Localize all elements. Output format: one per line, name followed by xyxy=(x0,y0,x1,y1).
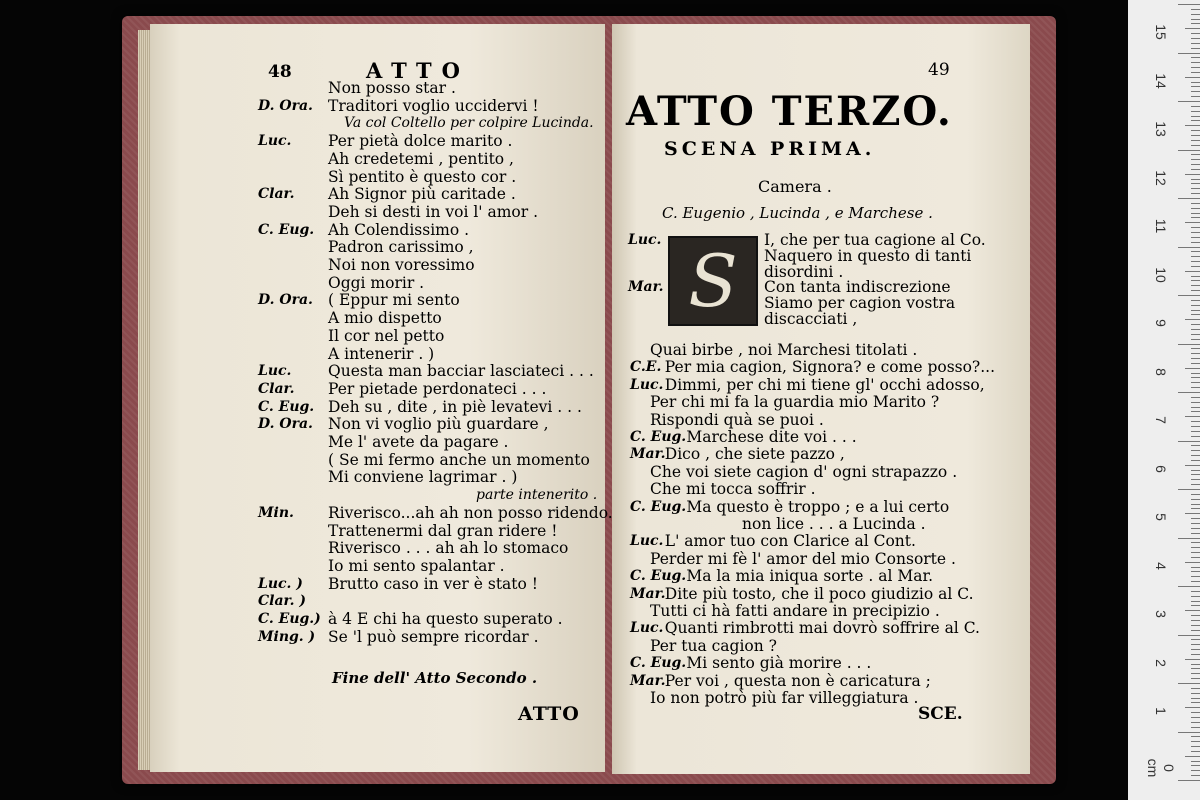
ruler-tick xyxy=(1178,247,1200,248)
verse-line: Per pietà dolce marito . xyxy=(328,132,513,151)
ruler-tick xyxy=(1191,528,1200,529)
ruler-tick xyxy=(1191,499,1200,500)
ruler-tick xyxy=(1191,154,1200,155)
verse-line: Per voi , questa non è caricatura ; xyxy=(664,671,931,690)
ruler-tick xyxy=(1191,542,1200,543)
ruler-tick xyxy=(1191,649,1200,650)
verse-line: Siamo per cagion vostra xyxy=(764,294,956,313)
speaker-label: Mar. xyxy=(628,279,664,296)
ruler-tick xyxy=(1191,377,1200,378)
verse-line: Brutto caso in ver è stato ! xyxy=(328,574,539,593)
verse-line: L' amor tuo con Clarice al Cont. xyxy=(664,532,916,551)
scene-title: SCENA PRIMA. xyxy=(664,138,876,160)
ruler-tick xyxy=(1191,470,1200,471)
ruler-tick xyxy=(1191,82,1200,83)
ruler-tick xyxy=(1178,635,1200,636)
verse-line: Il cor nel petto xyxy=(328,326,445,345)
verse-line: Quanti rimbrotti mai dovrò soffrire al C. xyxy=(664,619,980,638)
ruler-tick xyxy=(1191,741,1200,742)
ruler-tick xyxy=(1191,280,1200,281)
stage-direction: parte intenerito . xyxy=(476,487,598,504)
verse-line: Non vi voglio più guardare , xyxy=(328,415,549,434)
ruler-tick xyxy=(1191,111,1200,112)
ruler-number: 6 xyxy=(1153,464,1169,473)
ruler-tick xyxy=(1191,62,1200,63)
speaker-label: D. Ora. xyxy=(258,416,313,433)
speaker-label: C. Eug. xyxy=(258,398,315,415)
ruler-tick xyxy=(1191,169,1200,170)
verse-line: Tutti ci hà fatti andare in precipizio . xyxy=(650,602,940,620)
speaker-label: D. Ora. xyxy=(258,97,313,114)
ruler-tick xyxy=(1191,508,1200,509)
verse-line: Ah Colendissimo . xyxy=(328,220,470,239)
verse-line: Con tanta indiscrezione xyxy=(764,278,951,297)
ruler-tick xyxy=(1191,581,1200,582)
speaker-label: C. Eug.) xyxy=(258,611,321,627)
ruler-tick xyxy=(1191,450,1200,451)
ruler-tick xyxy=(1191,765,1200,766)
ruler-tick xyxy=(1191,188,1200,189)
ruler-tick xyxy=(1191,203,1200,204)
ruler-tick xyxy=(1191,557,1200,558)
ruler-number: 3 xyxy=(1153,610,1169,618)
ruler-tick xyxy=(1191,329,1200,330)
ruler-tick xyxy=(1191,421,1200,422)
ruler-tick xyxy=(1191,751,1200,752)
initial-letter: S xyxy=(688,239,738,323)
ruler-tick xyxy=(1178,392,1200,393)
ruler-tick xyxy=(1191,9,1200,10)
ruler-tick xyxy=(1178,586,1200,587)
ruler-tick xyxy=(1191,436,1200,437)
verse-line: Io non potrò più far villeggiatura . xyxy=(650,689,919,707)
ruler-tick xyxy=(1178,441,1200,442)
ruler-tick xyxy=(1191,106,1200,107)
ruler-tick xyxy=(1191,698,1200,699)
ruler-tick xyxy=(1185,756,1200,757)
ruler-tick xyxy=(1191,242,1200,243)
ruler-tick xyxy=(1191,305,1200,306)
verse-line: Rispondi quà se puoi . xyxy=(650,410,824,429)
ruler-tick xyxy=(1178,732,1200,733)
verse-line: Mi sento già morire . . . xyxy=(686,654,872,673)
ruler-tick xyxy=(1191,494,1200,495)
ruler-tick xyxy=(1191,208,1200,209)
page-number-left: 48 xyxy=(268,62,292,82)
ruler-tick xyxy=(1191,57,1200,58)
speaker-label: Mar. xyxy=(630,446,666,463)
verse-line: Riverisco...ah ah non posso ridendo. xyxy=(328,503,613,522)
ruler-tick xyxy=(1191,72,1200,73)
ruler-tick xyxy=(1191,775,1200,776)
ruler-tick xyxy=(1191,358,1200,359)
verse-line: Che mi tocca soffrir . xyxy=(650,480,816,499)
ruler-tick xyxy=(1191,310,1200,311)
ruler-tick xyxy=(1191,363,1200,364)
ruler-tick xyxy=(1191,761,1200,762)
verse-line: Mi conviene lagrimar . ) xyxy=(328,468,518,487)
ruler-tick xyxy=(1178,489,1200,490)
verse-line: Questa man bacciar lasciateci . . . xyxy=(328,362,594,381)
ruler-tick xyxy=(1191,673,1200,674)
ruler-tick xyxy=(1178,538,1200,539)
ruler-tick xyxy=(1178,344,1200,345)
speaker-label: Clar. xyxy=(258,186,295,203)
verse-line: disordini . xyxy=(764,262,844,281)
verse-line: A mio dispetto xyxy=(328,309,442,328)
ruler-tick xyxy=(1191,145,1200,146)
verse-line: Oggi morir . xyxy=(328,273,425,292)
ruler-tick xyxy=(1191,547,1200,548)
verse-line: Noi non voressimo xyxy=(328,256,475,274)
ruler-number: 10 xyxy=(1153,266,1169,283)
decorated-initial xyxy=(668,236,758,326)
ruler-tick xyxy=(1185,125,1200,126)
ruler-tick xyxy=(1191,67,1200,68)
ruler-tick xyxy=(1191,290,1200,291)
ruler-tick xyxy=(1191,120,1200,121)
verse-line: Padron carissimo , xyxy=(328,238,474,257)
ruler-tick xyxy=(1191,48,1200,49)
ruler-tick xyxy=(1185,416,1200,417)
verse-line: Dimmi, per chi mi tiene gl' occhi adosso, xyxy=(664,375,985,394)
verse-line: à 4 E chi ha questo superato . xyxy=(328,610,563,628)
verse-line: Per mia cagion, Signora? e come posso?... xyxy=(664,358,996,377)
ruler-tick xyxy=(1185,271,1200,272)
ruler-tick xyxy=(1185,513,1200,514)
ruler-tick xyxy=(1178,101,1200,102)
speaker-label: Luc. ) xyxy=(258,575,303,592)
ruler-tick xyxy=(1191,334,1200,335)
speaker-label: C. Eug. xyxy=(630,655,687,672)
scene-setting: Camera . xyxy=(758,177,832,196)
ruler-tick xyxy=(1191,445,1200,446)
ruler-tick xyxy=(1191,14,1200,15)
ruler-tick xyxy=(1191,373,1200,374)
ruler-tick xyxy=(1178,150,1200,151)
speaker-label: Luc. xyxy=(630,376,664,393)
ruler-tick xyxy=(1191,217,1200,218)
ruler-tick xyxy=(1185,28,1200,29)
ruler-number: 13 xyxy=(1153,121,1169,137)
ruler-tick xyxy=(1191,43,1200,44)
ruler-tick xyxy=(1191,576,1200,577)
catchword-right: SCE. xyxy=(918,704,963,724)
ruler-tick xyxy=(1191,601,1200,602)
ruler-tick xyxy=(1185,562,1200,563)
ruler-tick xyxy=(1191,193,1200,194)
stage-direction: Va col Coltello per colpire Lucinda. xyxy=(344,115,594,132)
ruler-tick xyxy=(1191,411,1200,412)
speaker-label: Clar. ) xyxy=(258,593,306,610)
ruler-tick xyxy=(1178,4,1200,5)
ruler-number: 7 xyxy=(1153,416,1169,424)
ruler-tick xyxy=(1178,780,1200,781)
ruler-tick xyxy=(1178,53,1200,54)
verse-line: Se 'l può sempre ricordar . xyxy=(328,627,539,646)
speaker-label: D. Ora. xyxy=(258,292,313,309)
speaker-label: Min. xyxy=(258,504,294,521)
speaker-label: Mar. xyxy=(630,672,666,689)
verse-line: I, che per tua cagione al Co. xyxy=(764,231,986,249)
verse-line: Per chi mi fa la guardia mio Marito ? xyxy=(650,393,940,412)
ruler-tick xyxy=(1185,77,1200,78)
ruler-tick xyxy=(1191,397,1200,398)
ruler-tick xyxy=(1191,746,1200,747)
ruler-tick xyxy=(1191,164,1200,165)
speaker-label: C. Eug. xyxy=(630,568,687,585)
ruler-tick xyxy=(1191,227,1200,228)
ruler-tick xyxy=(1191,261,1200,262)
ruler-tick xyxy=(1191,324,1200,325)
ruler-tick xyxy=(1191,387,1200,388)
ruler-tick xyxy=(1191,605,1200,606)
verse-line: Naquero in questo di tanti xyxy=(764,246,972,265)
speaker-label: Mar. xyxy=(630,585,666,602)
ruler-number: 2 xyxy=(1153,658,1169,667)
speaker-label: C.E. xyxy=(630,359,662,376)
ruler-tick xyxy=(1191,339,1200,340)
ruler-tick xyxy=(1191,533,1200,534)
page-number-right: 49 xyxy=(928,60,950,80)
ruler-tick xyxy=(1191,727,1200,728)
ruler-tick xyxy=(1191,116,1200,117)
ruler-tick xyxy=(1191,86,1200,87)
verse-line: Deh su , dite , in piè levatevi . . . xyxy=(328,397,582,416)
ruler-tick xyxy=(1191,484,1200,485)
ruler-tick xyxy=(1191,256,1200,257)
ruler-number: 0 cm xyxy=(1145,758,1177,777)
end-of-act-line: Fine dell' Atto Secondo . xyxy=(332,669,538,687)
ruler-tick xyxy=(1191,504,1200,505)
ruler-tick xyxy=(1191,620,1200,621)
verse-line: Riverisco . . . ah ah lo stomaco xyxy=(328,539,569,558)
speaker-label: C. Eug. xyxy=(258,221,315,238)
verse-line: Quai birbe , noi Marchesi titolati . xyxy=(650,341,918,359)
ruler-tick xyxy=(1191,407,1200,408)
ruler-number: 5 xyxy=(1153,513,1169,521)
verse-line: non lice . . . a Lucinda . xyxy=(742,515,926,533)
ruler-tick xyxy=(1191,135,1200,136)
ruler-tick xyxy=(1191,213,1200,214)
ruler-tick xyxy=(1191,251,1200,252)
ruler-tick xyxy=(1191,232,1200,233)
ruler-tick xyxy=(1191,300,1200,301)
ruler-tick xyxy=(1191,736,1200,737)
ruler-tick xyxy=(1191,285,1200,286)
verse-line: ( Eppur mi sento xyxy=(328,291,460,310)
ruler-tick xyxy=(1191,770,1200,771)
verse-line: Trattenermi dal gran ridere ! xyxy=(328,521,558,540)
ruler-tick xyxy=(1191,140,1200,141)
ruler-number: 4 xyxy=(1153,561,1169,570)
ruler-number: 1 xyxy=(1153,707,1169,715)
verse-line: Che voi siete cagion d' ogni strapazzo . xyxy=(650,462,958,481)
ruler-tick xyxy=(1191,353,1200,354)
ruler-number: 11 xyxy=(1153,218,1169,234)
ruler-tick xyxy=(1191,474,1200,475)
ruler-tick xyxy=(1178,683,1200,684)
ruler-tick xyxy=(1191,552,1200,553)
catchword-left: ATTO xyxy=(518,703,580,725)
ruler-tick xyxy=(1191,712,1200,713)
speaker-label: Luc. xyxy=(258,133,292,150)
measurement-ruler xyxy=(1128,0,1200,800)
ruler-tick xyxy=(1191,179,1200,180)
ruler-tick xyxy=(1185,174,1200,175)
ruler-tick xyxy=(1191,523,1200,524)
ruler-tick xyxy=(1185,610,1200,611)
verse-line: Ma la mia iniqua sorte . al Mar. xyxy=(686,567,934,586)
ruler-tick xyxy=(1178,198,1200,199)
ruler-number: 14 xyxy=(1153,72,1169,89)
ruler-tick xyxy=(1191,630,1200,631)
ruler-tick xyxy=(1191,615,1200,616)
verse-line: A intenerir . ) xyxy=(328,344,435,363)
ruler-tick xyxy=(1191,91,1200,92)
verse-line: Ah Signor più caritade . xyxy=(328,185,516,204)
speaker-label: Luc. xyxy=(628,232,662,248)
ruler-tick xyxy=(1185,368,1200,369)
ruler-tick xyxy=(1185,707,1200,708)
ruler-tick xyxy=(1191,664,1200,665)
ruler-tick xyxy=(1191,19,1200,20)
verse-line: Dite più tosto, che il poco giudizio al C. xyxy=(664,584,974,603)
ruler-number: 15 xyxy=(1153,24,1169,40)
running-head: ATTO xyxy=(366,58,470,83)
character-list: C. Eugenio , Lucinda , e Marchese . xyxy=(662,204,933,222)
speaker-label: Luc. xyxy=(258,363,292,380)
ruler-tick xyxy=(1191,591,1200,592)
verse-line: Sì pentito è questo cor . xyxy=(328,167,517,186)
ruler-tick xyxy=(1191,96,1200,97)
ruler-tick xyxy=(1185,659,1200,660)
verse-line: Traditori voglio uccidervi ! xyxy=(328,96,539,115)
ruler-number: 12 xyxy=(1153,169,1169,186)
ruler-tick xyxy=(1185,222,1200,223)
verse-line: Ma questo è troppo ; e a lui certo xyxy=(686,497,950,516)
ruler-tick xyxy=(1191,479,1200,480)
ruler-tick xyxy=(1191,717,1200,718)
ruler-number: 8 xyxy=(1153,367,1169,376)
ruler-tick xyxy=(1191,130,1200,131)
ruler-tick xyxy=(1191,382,1200,383)
ruler-tick xyxy=(1191,33,1200,34)
ruler-tick xyxy=(1191,625,1200,626)
ruler-tick xyxy=(1191,276,1200,277)
ruler-tick xyxy=(1191,567,1200,568)
ruler-tick xyxy=(1191,23,1200,24)
verse-line: ( Se mi fermo anche un momento xyxy=(328,450,590,469)
verse-line: Io mi sento spalantar . xyxy=(328,556,505,575)
speaker-label: Clar. xyxy=(258,380,295,397)
speaker-label: C. Eug. xyxy=(630,429,687,445)
ruler-tick xyxy=(1191,702,1200,703)
ruler-tick xyxy=(1191,314,1200,315)
ruler-tick xyxy=(1191,644,1200,645)
ruler-tick xyxy=(1191,688,1200,689)
verse-line: Deh si desti in voi l' amor . xyxy=(328,202,539,221)
ruler-tick xyxy=(1191,596,1200,597)
speaker-label: Luc. xyxy=(630,620,664,637)
ruler-tick xyxy=(1191,518,1200,519)
verse-line: discacciati , xyxy=(764,310,858,328)
ruler-tick xyxy=(1185,319,1200,320)
ruler-tick xyxy=(1191,722,1200,723)
ruler-number: 9 xyxy=(1153,319,1169,327)
ruler-tick xyxy=(1191,38,1200,39)
ruler-tick xyxy=(1191,571,1200,572)
verse-line: Per pietade perdonateci . . . xyxy=(328,379,547,398)
ruler-tick xyxy=(1191,460,1200,461)
ruler-tick xyxy=(1191,455,1200,456)
ruler-tick xyxy=(1191,159,1200,160)
speaker-label: Ming. ) xyxy=(258,628,316,645)
verse-line: Dico , che siete pazzo , xyxy=(664,445,845,464)
ruler-tick xyxy=(1191,693,1200,694)
ruler-tick xyxy=(1191,654,1200,655)
ruler-tick xyxy=(1191,426,1200,427)
verse-line: Marchese dite voi . . . xyxy=(686,428,857,446)
ruler-tick xyxy=(1191,678,1200,679)
ruler-tick xyxy=(1191,266,1200,267)
act-title: ATTO TERZO. xyxy=(626,88,953,135)
verse-line: Per tua cagion ? xyxy=(650,636,777,655)
verse-line: Ah credetemi , pentito , xyxy=(328,149,514,168)
verse-line: Perder mi fè l' amor del mio Consorte . xyxy=(650,549,956,568)
ruler-tick xyxy=(1191,639,1200,640)
ruler-tick xyxy=(1191,668,1200,669)
ruler-tick xyxy=(1191,431,1200,432)
verse-line: Non posso star . xyxy=(328,79,456,97)
ruler-tick xyxy=(1191,348,1200,349)
ruler-tick xyxy=(1178,295,1200,296)
speaker-label: Luc. xyxy=(630,533,664,550)
ruler-tick xyxy=(1191,183,1200,184)
ruler-tick xyxy=(1191,402,1200,403)
verse-line: Me l' avete da pagare . xyxy=(328,433,509,451)
ruler-tick xyxy=(1185,465,1200,466)
ruler-tick xyxy=(1191,237,1200,238)
speaker-label: C. Eug. xyxy=(630,498,687,515)
